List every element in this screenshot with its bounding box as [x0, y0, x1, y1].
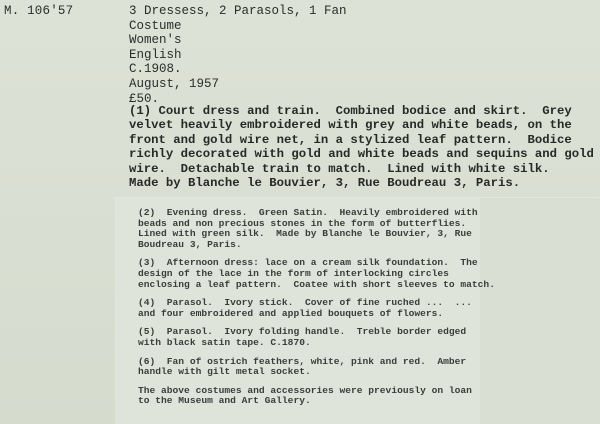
description-line: design of the lace in the form of interlocking circles	[138, 267, 449, 279]
object-title: 3 Dressess, 2 Parasols, 1 Fan	[129, 4, 347, 18]
date: C.1908.	[129, 62, 182, 77]
description-line: (3) Afternoon dress: lace on a cream silk foundation. The	[138, 257, 478, 269]
description-line: enclosing a leaf pattern. Coatee with short sleeves to match.	[138, 278, 495, 290]
description-line: (5) Parasol. Ivory folding handle. Treble border edged	[138, 326, 467, 338]
item-5-description	[138, 327, 495, 348]
description-line: (6) Fan of ostrich feathers, white, pink and red. Amber	[138, 355, 467, 367]
description-line: wire. Detachable train to match. Lined with white silk.	[129, 161, 550, 176]
paper-patch	[480, 198, 600, 424]
description-line: (4) Parasol. Ivory stick. Cover of fine ruched ... ...	[138, 297, 472, 309]
price: £50.	[129, 91, 160, 106]
origin: English	[129, 47, 182, 62]
description-line: front and gold wire net, in a stylized leaf pattern. Bodice	[129, 132, 572, 147]
loan-note	[138, 386, 495, 407]
category: Costume	[129, 18, 182, 33]
description-line: Made by Blanche le Bouvier, 3, Rue Boudreau 3, Paris.	[129, 176, 521, 191]
description-line: (2) Evening dress. Green Satin. Heavily embroidered with	[138, 207, 478, 218]
description-line: beads and non precious stones in the form of butterflies.	[138, 217, 467, 229]
description-line: (1) Court dress and train. Combined bodice and skirt. Grey	[129, 104, 572, 118]
accession-number: M. 106'57	[4, 4, 74, 18]
description-line: richly decorated with gold and white beads and sequins and gold	[129, 147, 594, 162]
acquisition-date: August, 1957	[129, 76, 220, 91]
item-6-description	[138, 357, 495, 378]
item-3-description	[138, 258, 495, 290]
item-1-description	[129, 104, 599, 190]
description-line: velvet heavily embroidered with grey and white beads, on the	[129, 118, 572, 133]
description-line: to the Museum and Art Gallery.	[138, 395, 311, 407]
description-line: and four embroidered and applied bouquets of flowers.	[138, 307, 444, 319]
description-line: Boudreau 3, Paris.	[138, 238, 242, 250]
description-line: with black satin tape. C.1870.	[138, 336, 311, 348]
item-4-description	[138, 298, 495, 319]
description-line: The above costumes and accessories were previously on loan	[138, 384, 472, 396]
subcategory: Women's	[129, 33, 182, 48]
description-line: Lined with green silk. Made by Blanche le Bouvier, 3, Rue	[138, 228, 472, 240]
record-header	[129, 4, 347, 106]
description-line: handle with gilt metal socket.	[138, 366, 311, 378]
slip-items	[138, 208, 495, 415]
item-2-description	[138, 208, 495, 250]
pasted-slip	[116, 198, 600, 424]
